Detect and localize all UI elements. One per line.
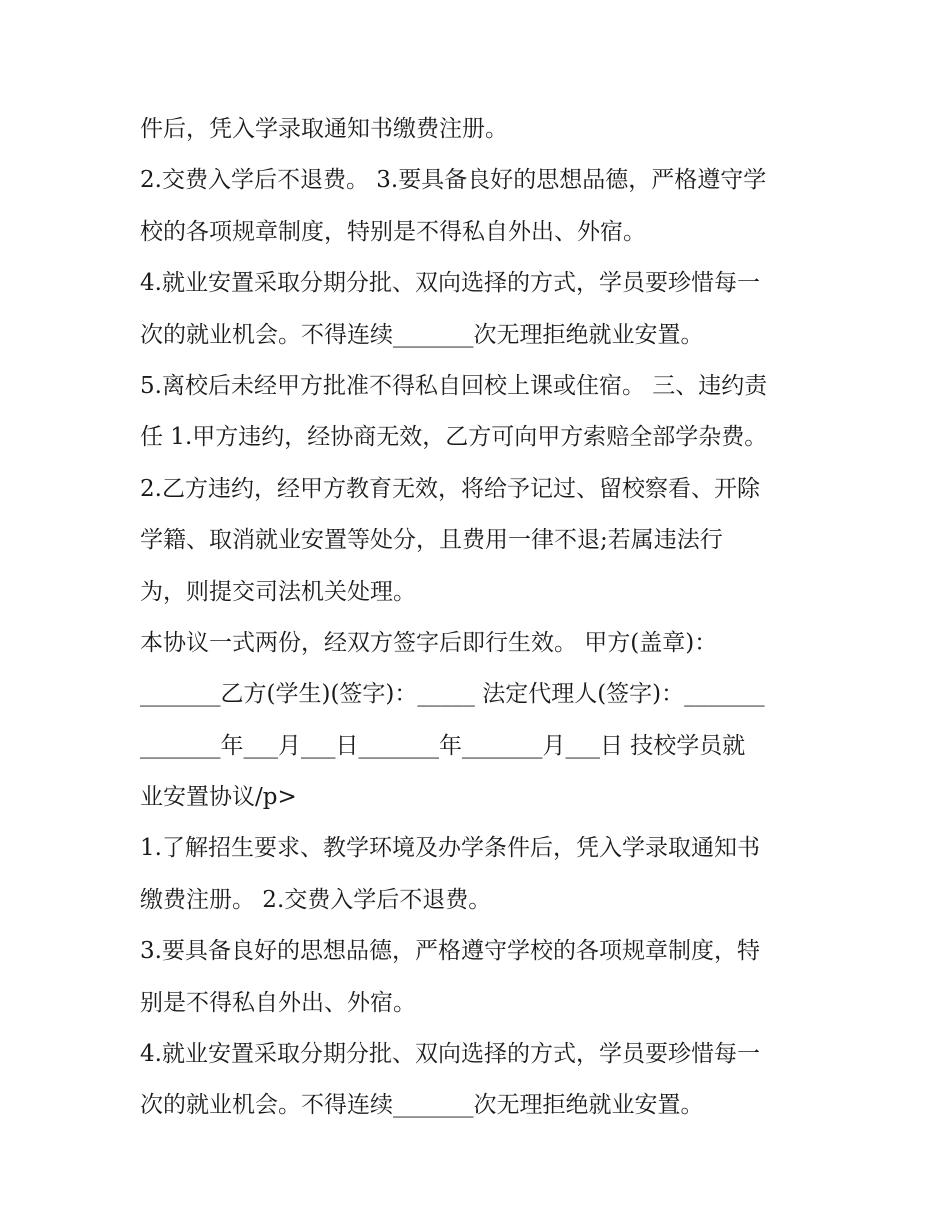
- text-line: 为，则提交司法机关处理。: [140, 578, 416, 605]
- text-line: 1.了解招生要求、教学环境及办学条件后，凭入学录取通知书: [140, 835, 760, 862]
- text-line: 缴费注册。 2.交费入学后不退费。: [140, 886, 492, 913]
- document-body: [140, 104, 820, 1132]
- text-line: 次的就业机会。不得连续_______次无理拒绝就业安置。: [140, 321, 704, 348]
- signature-line: _______乙方(学生)(签字)：_____ 法定代理人(签字)：_______: [140, 681, 765, 708]
- text-line: 本协议一式两份，经双方签字后即行生效。 甲方(盖章)：: [140, 629, 718, 656]
- text-line: 4.就业安置采取分期分批、双向选择的方式，学员要珍惜每一: [140, 270, 760, 297]
- text-line: 5.离校后未经甲方批准不得私自回校上课或住宿。 三、违约责: [140, 372, 768, 399]
- text-line: 4.就业安置采取分期分批、双向选择的方式，学员要珍惜每一: [140, 1041, 760, 1068]
- text-line: 次的就业机会。不得连续_______次无理拒绝就业安置。: [140, 1092, 704, 1119]
- date-line: _______年___月___日_______年_______月___日 技校学员就: [140, 732, 746, 759]
- text-line: 业安置协议/p>: [140, 784, 297, 811]
- text-line: 件后，凭入学录取通知书缴费注册。: [140, 116, 508, 142]
- text-line: 学籍、取消就业安置等处分，且费用一律不退;若属违法行: [140, 527, 723, 554]
- text-line: 别是不得私自外出、外宿。: [140, 989, 416, 1016]
- text-line: 2.乙方违约，经甲方教育无效，将给予记过、留校察看、开除: [140, 475, 760, 502]
- text-line: 2.交费入学后不退费。 3.要具备良好的思想品德，严格遵守学: [140, 167, 767, 194]
- text-line: 校的各项规章制度，特别是不得私自外出、外宿。: [140, 218, 646, 245]
- text-line: 3.要具备良好的思想品德，严格遵守学校的各项规章制度，特: [140, 938, 760, 965]
- text-line: 任 1.甲方违约，经协商无效，乙方可向甲方索赔全部学杂费。: [140, 424, 768, 451]
